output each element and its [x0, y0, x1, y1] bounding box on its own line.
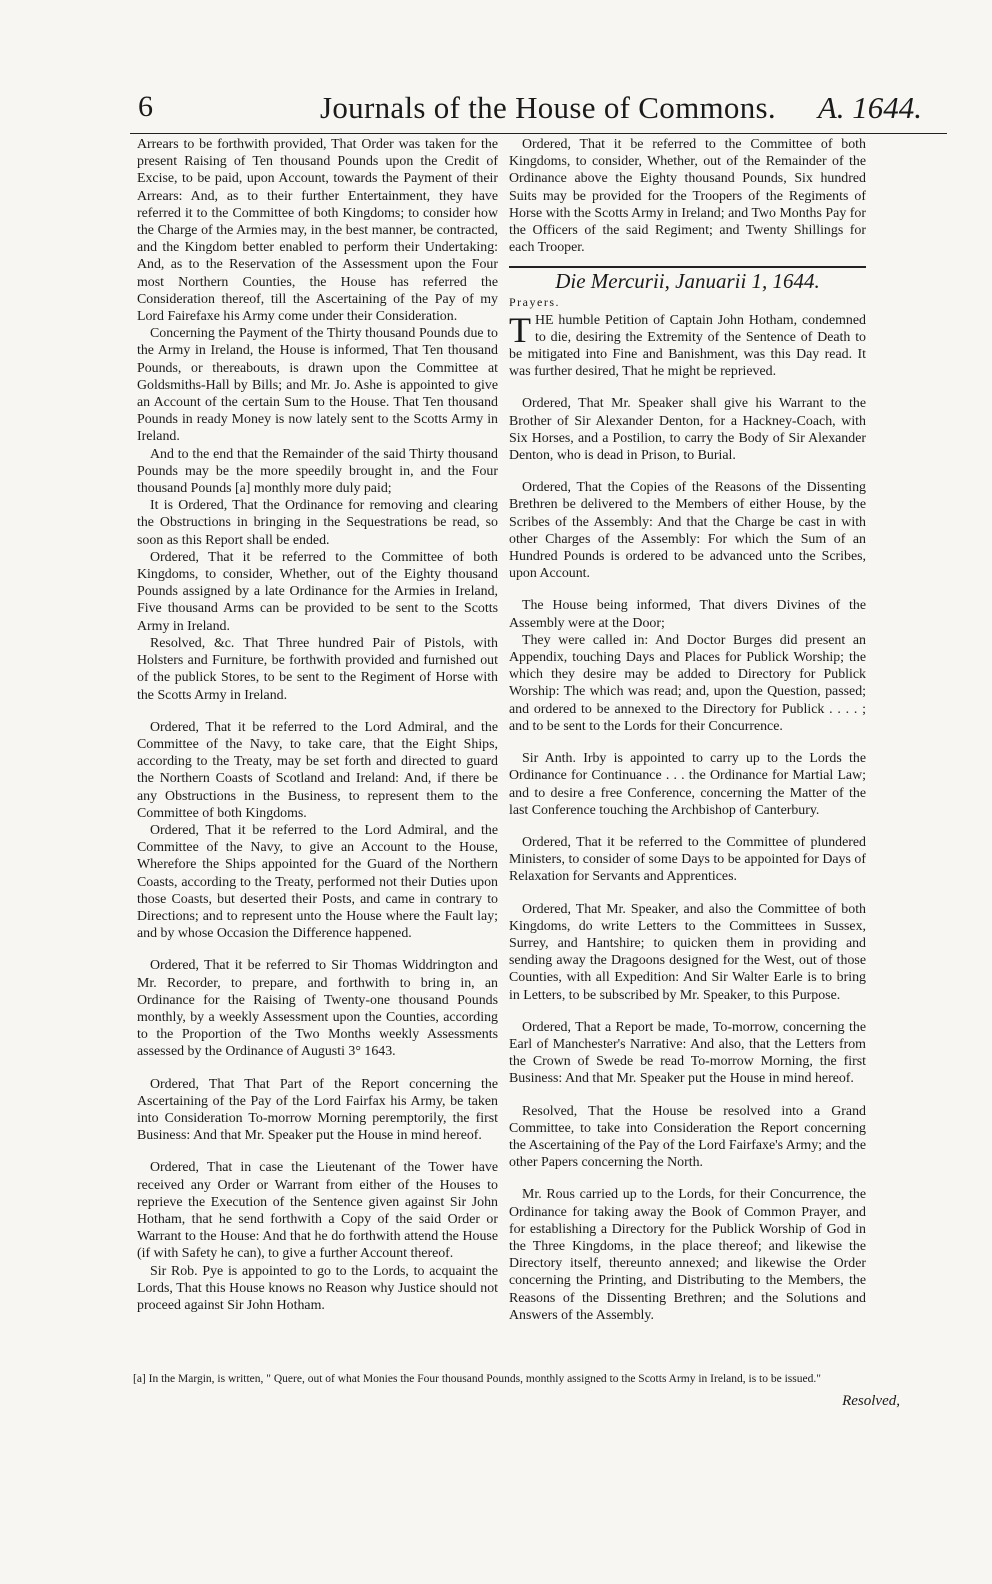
left-column: [137, 136, 498, 1314]
paragraph: Ordered, That it be referred to the Lord Admiral, and the Committee of the Navy, to give an Account to the House, Wherefore the Ships appointed for the Guard of the Northern Coasts, according to the Treaty, performed not their Duties upon those Coasts, but deserted their Posts, and came in contrary to Directions; and to represent unto the House where the Fault lay; and by whose Occasion the Difference happened.: [137, 822, 498, 942]
petition-text: HE humble Petition of Captain John Hotham, condemned to die, desiring the Extremity of the Sentence of Death to be mitigated into Fine and Banishment, was this Day read. It was further desired, That he might be reprieved.: [509, 312, 866, 380]
day-heading: Die Mercurii, Januarii 1, 1644.: [555, 269, 820, 294]
footnote: [a] In the Margin, is written, " Quere, out of what Monies the Four thousand Pounds, monthly assigned to the Scotts Army in Ireland, is to be issued.": [133, 1373, 821, 1385]
paragraph: Concerning the Payment of the Thirty thousand Pounds due to the Army in Ireland, the House is informed, That Ten thousand Pounds, or thereabouts, is drawn upon the Committee at Goldsmiths-Hall by Bills; and Mr. Jo. Ashe is appointed to give an Account of the certain Sum to the House. That Ten thousand Pounds in ready Money is now lately sent to the Scotts Army in Ireland.: [137, 326, 498, 445]
paragraph: Ordered, That the Copies of the Reasons of the Dissenting Brethren be delivered to the Members of either House, by the Scribes of the Assembly: And that the Charge be cast in with other Charges of the Assembly: For which the Sum of an Hundred Pounds is ordered to be advanced unto the Scribes, upon Account.: [509, 480, 866, 582]
paragraph: Ordered, That a Report be made, To-morrow, concerning the Earl of Manchester's Narrative: And also, that the Letters from the Crown of Swede be read To-morrow Morning, the first Business: And that Mr. Speaker put the House in mind hereof.: [509, 1019, 866, 1087]
paragraph: It is Ordered, That the Ordinance for removing and clearing the Obstructions in bringing in the Sequestrations be read, so soon as this Report shall be ended.: [137, 498, 498, 548]
paragraph: Resolved, &c. That Three hundred Pair of Pistols, with Holsters and Furniture, be forthwith provided and furnished out of the publick Stores, to be sent to the Regiment of Horse with the Scotts Army in Ireland.: [137, 635, 498, 703]
paragraph: Ordered, That it be referred to the Lord Admiral, and the Committee of the Navy, to take care, that the Eight Ships, according to the Treaty, may be set forth and directed to guard the Northern Coasts of Scotland and Ireland: And, if there be any Obstructions in the Business, to represent them to the Committee of both Kingdoms.: [137, 719, 498, 821]
paragraph: And to the end that the Remainder of the said Thirty thousand Pounds may be the more speedily brought in, and the Four thousand Pounds [a] monthly more duly paid;: [137, 446, 498, 497]
drop-cap-t: T: [509, 309, 531, 350]
paragraph: Ordered, That That Part of the Report concerning the Ascertaining of the Pay of the Lord Fairfax his Army, be taken into Consideration To-morrow Morning peremptorily, the first Business: And that Mr. Speaker put the House in mind hereof.: [137, 1076, 498, 1144]
paragraph: Arrears to be forthwith provided, That Order was taken for the present Raising of Ten thousand Pounds upon the Credit of Excise, to be paid, upon Account, towards the Payment of their Arrears: And, as to their further Entertainment, they have referred it to the Committee of both Kingdoms; to consider how the Charge of the Armies may, in the best manner, be contracted, and the Kingdom better enabled to perform their Undertaking: And, as to the Reservation of the Assessment upon the Four most Northern Counties, the House has referred the Consideration thereof, till the Ascertaining of the Pay of my Lord Fairefaxe his Army come under their Consideration.: [137, 137, 498, 325]
running-year: A. 1644.: [817, 90, 922, 125]
paragraph: Ordered, That it be referred to the Committee of plundered Ministers, to consider of some Days to be appointed for Days of Relaxation for Servants and Apprentices.: [509, 834, 866, 885]
page-header: [120, 86, 952, 130]
paragraph: Sir Anth. Irby is appointed to carry up to the Lords the Ordinance for Continuance . . . the Ordinance for Martial Law; and to desire a free Conference, concerning the Matter of the last Conference touching the Archbishop of Canterbury.: [509, 751, 866, 818]
paragraph: Sir Rob. Pye is appointed to go to the Lords, to acquaint the Lords, That this House knows no Reason why Justice should not proceed against Sir John Hotham.: [137, 1263, 498, 1313]
paragraph: The House being informed, That divers Divines of the Assembly were at the Door;: [509, 598, 866, 631]
paragraph: [509, 309, 866, 381]
paragraph: They were called in: And Doctor Burges did present an Appendix, touching Days and Places for Publick Worship; the which they desire may be added to Directory for Publick Worship: The which was read; and, upon the Question, passed; and ordered to be annexed to the Directory for Publick . . . . ; and to be sent to the Lords for their Concurrence.: [509, 632, 866, 734]
paragraph: Ordered, That it be referred to the Committee of both Kingdoms, to consider, Whether, out of the Eighty thousand Pounds assigned by a late Ordinance for the Armies in Ireland, Five thousand Arms can be provided to be sent to the Scotts Army in Ireland.: [137, 549, 498, 634]
paragraph: Mr. Rous carried up to the Lords, for their Concurrence, the Ordinance for taking away the Book of Common Prayer, and for establishing a Directory for the Publick Worship of God in the Three Kingdoms, in the place thereof; and likewise the Directory itself, thereunto annexed; and likewise the Order concerning the Printing, and Distributing to the Members, the Reasons of the Dissenting Brethren; and the Solutions and Answers of the Assembly.: [509, 1187, 866, 1323]
page-number: 6: [138, 90, 153, 123]
right-column: [509, 136, 866, 1324]
catchword: Resolved,: [842, 1393, 900, 1409]
paragraph: Ordered, That Mr. Speaker shall give his Warrant to the Brother of Sir Alexander Denton, for a Hackney-Coach, with Six Horses, and a Postilion, to carry the Body of Sir Alexander Denton, who is dead in Prison, to Burial.: [509, 396, 866, 464]
paragraph: Resolved, That the House be resolved into a Grand Committee, to take into Consideration the Report concerning the Ascertaining of the Pay of the Lord Fairfaxe's Army; and the other Papers concerning the North.: [509, 1103, 867, 1171]
header-rule: [130, 133, 947, 134]
paragraph: Ordered, That it be referred to the Committee of both Kingdoms, to consider, Whether, out of the Remainder of the Ordinance above the Eighty thousand Pounds, Six hundred Suits may be provided for the Troopers of the Regiments of Horse with the Scotts Army in Ireland; and Two Months Pay for the Officers of the said Regiment; and Twenty Shillings for each Trooper.: [509, 137, 866, 256]
prayers-label: Prayers.: [509, 295, 560, 310]
paragraph: Ordered, That it be referred to Sir Thomas Widdrington and Mr. Recorder, to prepare, and forthwith to bring in, an Ordinance for the Raising of Twenty-one thousand Pounds monthly, by a weekly Assessment upon the Counties, according to the Proportion of the Two Months weekly Assessments assessed by the Ordinance of Augusti 3° 1643.: [137, 958, 498, 1060]
paragraph: Ordered, That Mr. Speaker, and also the Committee of both Kingdoms, do write Letters to the Committees in Sussex, Surrey, and Hantshire; to quicken them in providing and sending away the Dragoons designed for the West, out of those Counties, with all Expedition: And Sir Walter Earle is to bring in Letters, to be subscribed by Mr. Speaker, to this Purpose.: [509, 901, 866, 1003]
running-title: Journals of the House of Commons.: [320, 90, 776, 125]
paragraph: Ordered, That in case the Lieutenant of the Tower have received any Order or Warrant from either of the Houses to reprieve the Execution of the Sentence given against Sir John Hotham, that he send forthwith a Copy of the said Order or Warrant to the House: And that he do forthwith attend the House (if with Safety he can), to give a further Account thereof.: [137, 1160, 498, 1262]
